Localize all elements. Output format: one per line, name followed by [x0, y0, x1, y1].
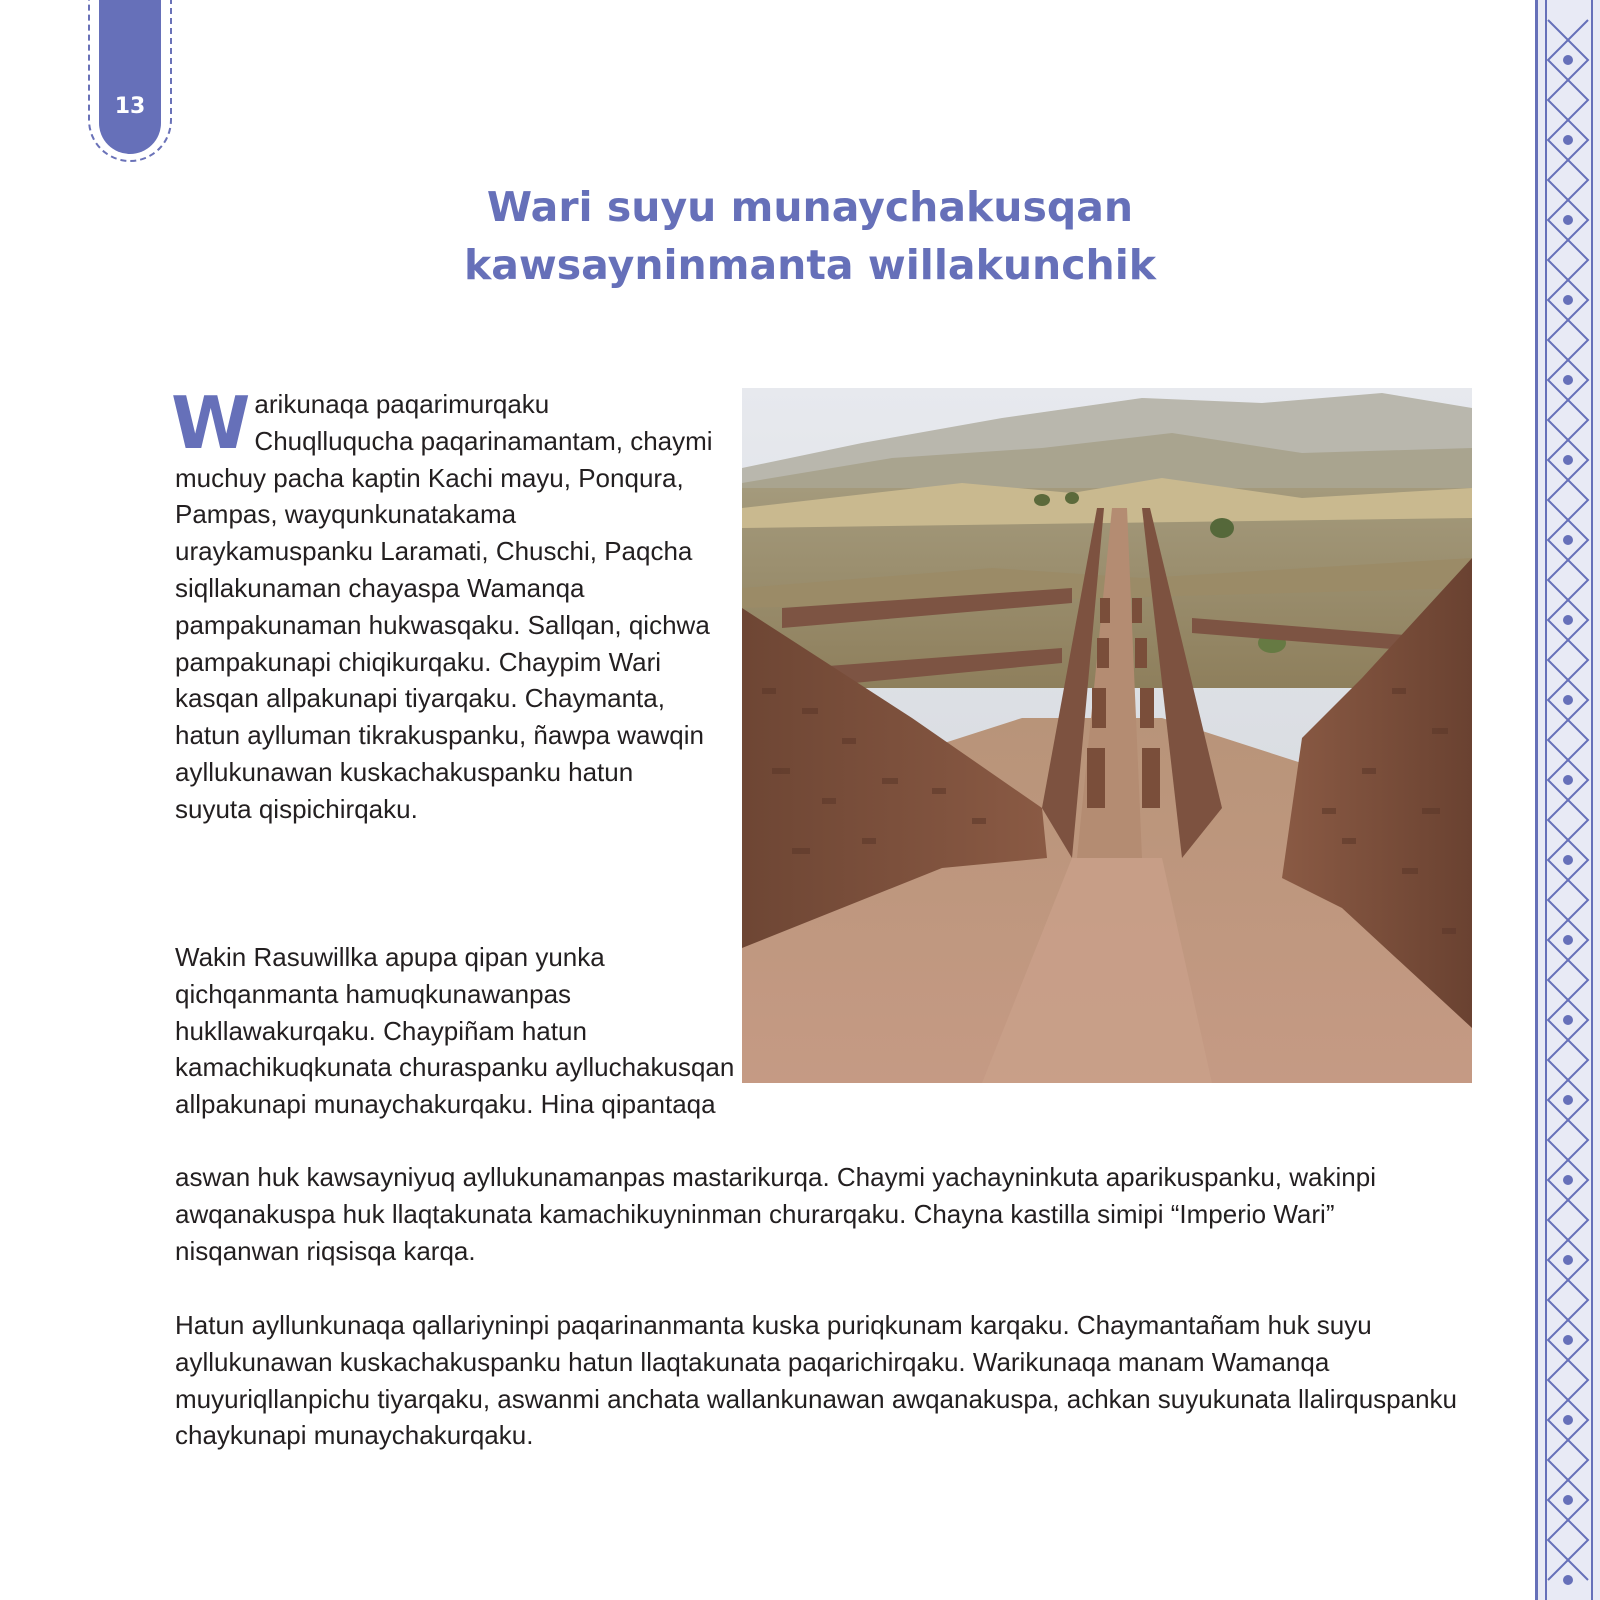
paragraph-1	[171, 381, 715, 828]
andean-pattern-icon	[1538, 0, 1600, 1600]
paragraph-3: Hatun ayllunkunaqa qallariyninpi paqarinanmanta kuska puriqkunam karqaku. Chaymantañam huk suyu ayllukunawan kuskachakuspanku hatun llaqtakunata paqarichirqaku. Warikunaqa manam Wamanqa muyuriqllanpichu tiyarqaku, aswanmi anchata wallankunawan awqanakuspa, achkan suyukunata llalirquspanku chaykunapi munaychakurqaku.	[175, 1310, 1457, 1451]
paragraph-2-wide: aswan huk kawsayniyuq ayllukunamanpas mastarikurqa. Chaymi yachayninkuta aparikuspanku, wakinpi awqanakuspa huk llaqtakunata kamachikuyninman churarqaku. Chayna kastilla simipi “Imperio Wari” nisqanwan riqsisqa karqa.	[175, 1162, 1376, 1266]
decorative-border	[1535, 0, 1600, 1600]
page-title	[360, 178, 1260, 294]
ruins-illustration	[742, 388, 1472, 1083]
page-tab	[99, 0, 161, 154]
title-line-2: kawsayninmanta willakunchik	[463, 241, 1157, 289]
paragraph-2-narrow: Wakin Rasuwillka apupa qipan yunka qichqanmanta hamuqkunawanpas hukllawakurqaku. Chaypiñam hatun kamachikuqkunata churaspanku aylluchakusqan allpakunapi munaychakurqaku. Hina qipantaqa	[175, 942, 735, 1120]
ruins-photo	[742, 388, 1472, 1083]
drop-cap: W	[171, 381, 251, 465]
page-number: 13	[114, 94, 146, 119]
paragraph-1-text: arikunaqa paqarimurqaku Chuqlluqucha paqarinamantam, chaymi muchuy pacha kaptin Kachi mayu, Ponqura, Pampas, wayqunkunatakama uraykamuspanku Laramati, Chuschi, Paqcha siqllakunaman chayaspa Wamanqa pampakunaman hukwasqaku. Sallqan, qichwa pampakunapi chiqikurqaku. Chaypim Wari kasqan allpakunapi tiyarqaku. Chaymanta, hatun aylluman tikrakuspanku, ñawpa wawqin ayllukunawan kuskachakuspanku hatun suyuta qispichirqaku.	[175, 389, 713, 824]
title-line-1: Wari suyu munaychakusqan	[486, 183, 1134, 231]
